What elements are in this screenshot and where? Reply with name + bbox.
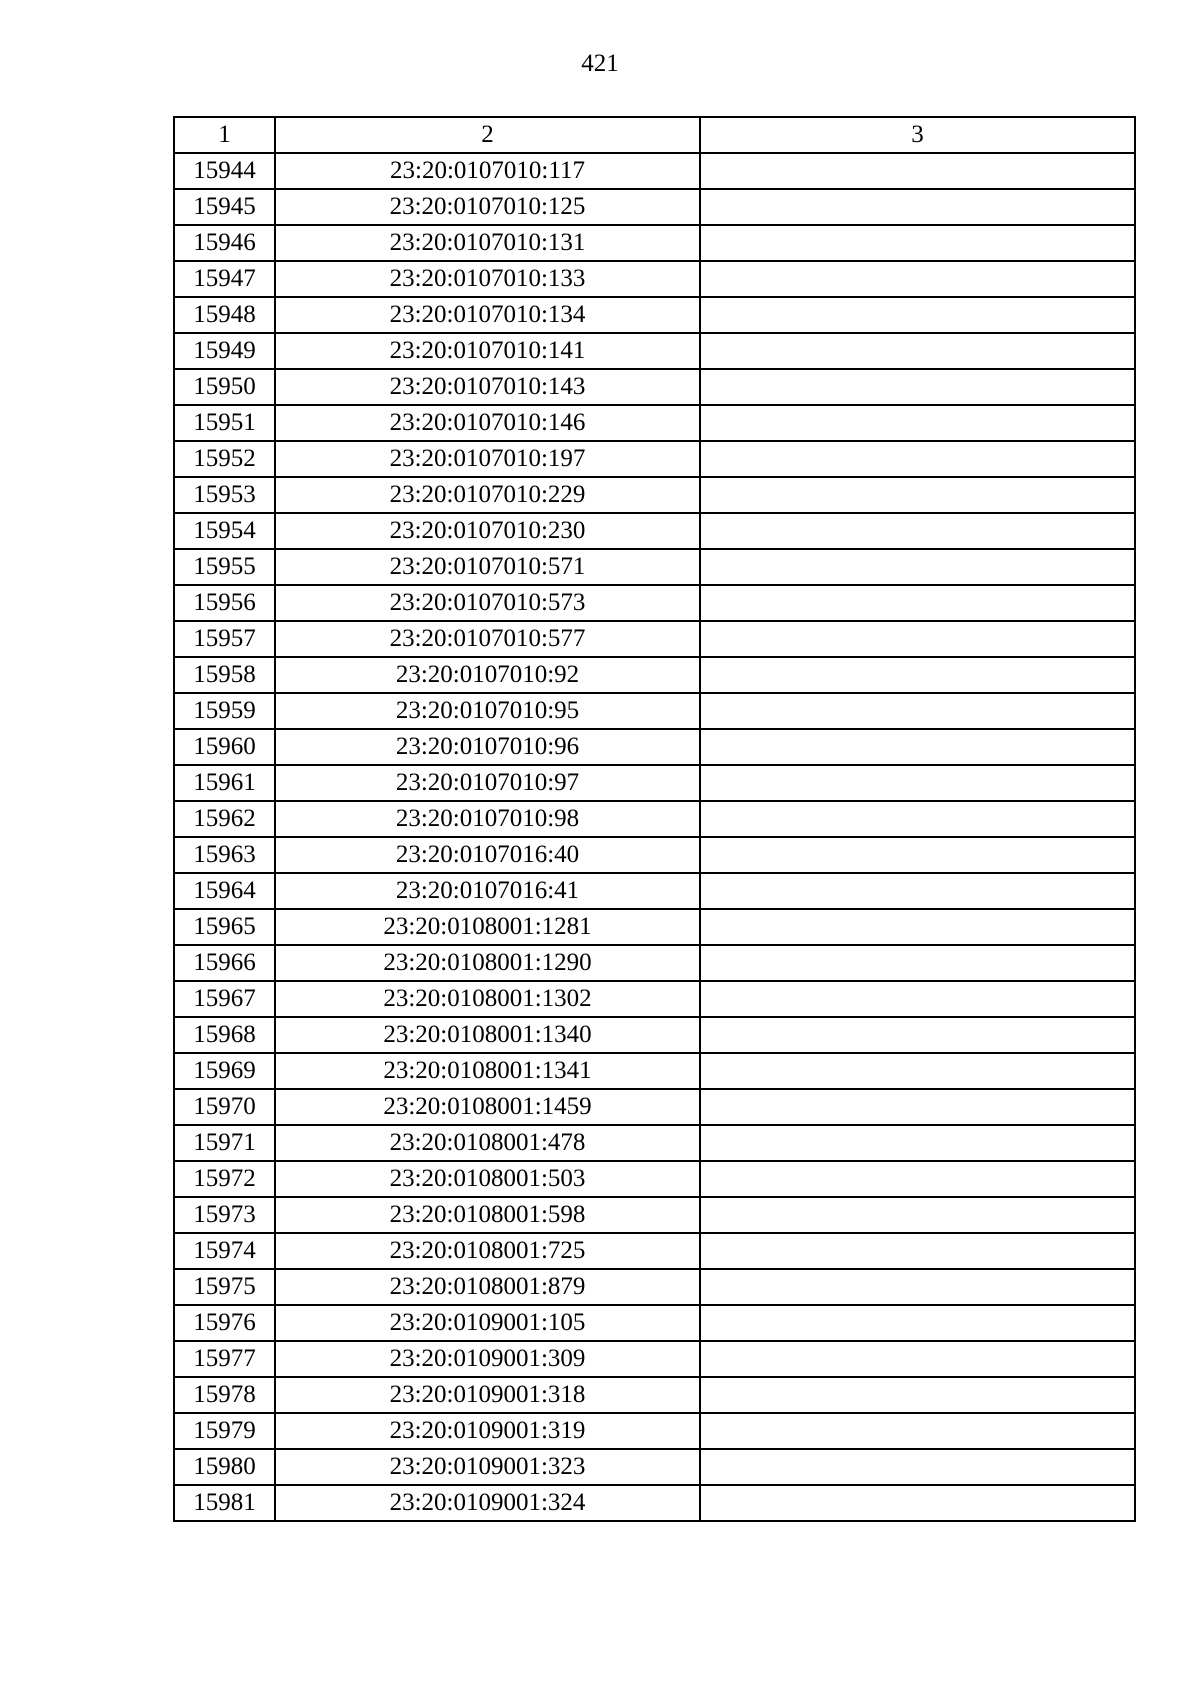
- notes-cell: [700, 765, 1135, 801]
- cadastral-number-cell: 23:20:0107010:230: [275, 513, 700, 549]
- notes-cell: [700, 657, 1135, 693]
- row-number-cell: 15979: [174, 1413, 275, 1449]
- notes-cell: [700, 945, 1135, 981]
- cadastral-number-cell: 23:20:0107010:97: [275, 765, 700, 801]
- row-number-cell: 15978: [174, 1377, 275, 1413]
- notes-cell: [700, 369, 1135, 405]
- table-row: [174, 873, 1135, 909]
- table-row: [174, 477, 1135, 513]
- row-number-cell: 15945: [174, 189, 275, 225]
- notes-cell: [700, 873, 1135, 909]
- row-number-cell: 15947: [174, 261, 275, 297]
- cadastral-number-cell: 23:20:0109001:319: [275, 1413, 700, 1449]
- row-number-cell: 15965: [174, 909, 275, 945]
- cadastral-number-cell: 23:20:0107010:197: [275, 441, 700, 477]
- cadastral-number-cell: 23:20:0107010:571: [275, 549, 700, 585]
- table-row: [174, 189, 1135, 225]
- cadastral-number-cell: 23:20:0109001:309: [275, 1341, 700, 1377]
- notes-cell: [700, 405, 1135, 441]
- notes-cell: [700, 1017, 1135, 1053]
- row-number-cell: 15944: [174, 153, 275, 189]
- table-row: [174, 729, 1135, 765]
- row-number-cell: 15980: [174, 1449, 275, 1485]
- cadastral-number-cell: 23:20:0108001:478: [275, 1125, 700, 1161]
- notes-cell: [700, 153, 1135, 189]
- table-row: [174, 1233, 1135, 1269]
- table-row: [174, 1413, 1135, 1449]
- cadastral-number-cell: 23:20:0107010:125: [275, 189, 700, 225]
- notes-cell: [700, 333, 1135, 369]
- cadastral-number-cell: 23:20:0107010:573: [275, 585, 700, 621]
- table-row: [174, 657, 1135, 693]
- cadastral-number-cell: 23:20:0108001:1340: [275, 1017, 700, 1053]
- notes-cell: [700, 1125, 1135, 1161]
- table-row: [174, 153, 1135, 189]
- table-header-row: [174, 117, 1135, 153]
- cadastral-number-cell: 23:20:0108001:1459: [275, 1089, 700, 1125]
- row-number-cell: 15968: [174, 1017, 275, 1053]
- notes-cell: [700, 1269, 1135, 1305]
- header-cell-col-3: 3: [700, 117, 1135, 153]
- notes-cell: [700, 1233, 1135, 1269]
- row-number-cell: 15951: [174, 405, 275, 441]
- table-row: [174, 693, 1135, 729]
- row-number-cell: 15952: [174, 441, 275, 477]
- notes-cell: [700, 1053, 1135, 1089]
- cadastral-number-cell: 23:20:0107010:143: [275, 369, 700, 405]
- row-number-cell: 15971: [174, 1125, 275, 1161]
- table-row: [174, 837, 1135, 873]
- cadastral-number-cell: 23:20:0107010:95: [275, 693, 700, 729]
- cadastral-number-cell: 23:20:0108001:1341: [275, 1053, 700, 1089]
- notes-cell: [700, 837, 1135, 873]
- cadastral-number-cell: 23:20:0107010:141: [275, 333, 700, 369]
- notes-cell: [700, 1305, 1135, 1341]
- table-row: [174, 585, 1135, 621]
- row-number-cell: 15974: [174, 1233, 275, 1269]
- row-number-cell: 15963: [174, 837, 275, 873]
- notes-cell: [700, 693, 1135, 729]
- table-row: [174, 1161, 1135, 1197]
- cadastral-number-cell: 23:20:0107010:131: [275, 225, 700, 261]
- registry-table: [173, 116, 1136, 1522]
- row-number-cell: 15962: [174, 801, 275, 837]
- cadastral-number-cell: 23:20:0109001:105: [275, 1305, 700, 1341]
- table-row: [174, 513, 1135, 549]
- row-number-cell: 15948: [174, 297, 275, 333]
- table-body: [174, 153, 1135, 1521]
- notes-cell: [700, 1161, 1135, 1197]
- cadastral-number-cell: 23:20:0107010:96: [275, 729, 700, 765]
- notes-cell: [700, 477, 1135, 513]
- header-cell-col-2: 2: [275, 117, 700, 153]
- cadastral-number-cell: 23:20:0108001:503: [275, 1161, 700, 1197]
- notes-cell: [700, 513, 1135, 549]
- notes-cell: [700, 585, 1135, 621]
- table-row: [174, 1125, 1135, 1161]
- table-row: [174, 1485, 1135, 1521]
- table-row: [174, 1089, 1135, 1125]
- cadastral-number-cell: 23:20:0107010:92: [275, 657, 700, 693]
- table-row: [174, 369, 1135, 405]
- row-number-cell: 15946: [174, 225, 275, 261]
- table-row: [174, 1197, 1135, 1233]
- table-row: [174, 297, 1135, 333]
- notes-cell: [700, 1089, 1135, 1125]
- table-row: [174, 549, 1135, 585]
- cadastral-number-cell: 23:20:0107010:98: [275, 801, 700, 837]
- notes-cell: [700, 621, 1135, 657]
- row-number-cell: 15977: [174, 1341, 275, 1377]
- row-number-cell: 15976: [174, 1305, 275, 1341]
- cadastral-number-cell: 23:20:0109001:323: [275, 1449, 700, 1485]
- row-number-cell: 15953: [174, 477, 275, 513]
- notes-cell: [700, 729, 1135, 765]
- table-row: [174, 225, 1135, 261]
- table-row: [174, 441, 1135, 477]
- table-row: [174, 765, 1135, 801]
- table-row: [174, 1377, 1135, 1413]
- cadastral-number-cell: 23:20:0107010:134: [275, 297, 700, 333]
- table-row: [174, 801, 1135, 837]
- notes-cell: [700, 1341, 1135, 1377]
- notes-cell: [700, 1377, 1135, 1413]
- cadastral-number-cell: 23:20:0108001:879: [275, 1269, 700, 1305]
- row-number-cell: 15970: [174, 1089, 275, 1125]
- notes-cell: [700, 261, 1135, 297]
- cadastral-number-cell: 23:20:0107010:117: [275, 153, 700, 189]
- table-row: [174, 621, 1135, 657]
- notes-cell: [700, 549, 1135, 585]
- cadastral-number-cell: 23:20:0107010:577: [275, 621, 700, 657]
- row-number-cell: 15956: [174, 585, 275, 621]
- table-header: [174, 117, 1135, 153]
- cadastral-number-cell: 23:20:0107010:146: [275, 405, 700, 441]
- table-row: [174, 909, 1135, 945]
- header-cell-col-1: 1: [174, 117, 275, 153]
- table-row: [174, 1305, 1135, 1341]
- row-number-cell: 15959: [174, 693, 275, 729]
- cadastral-number-cell: 23:20:0107016:40: [275, 837, 700, 873]
- notes-cell: [700, 189, 1135, 225]
- row-number-cell: 15967: [174, 981, 275, 1017]
- notes-cell: [700, 1197, 1135, 1233]
- row-number-cell: 15969: [174, 1053, 275, 1089]
- table-row: [174, 405, 1135, 441]
- table-row: [174, 1269, 1135, 1305]
- row-number-cell: 15950: [174, 369, 275, 405]
- notes-cell: [700, 981, 1135, 1017]
- cadastral-number-cell: 23:20:0108001:1302: [275, 981, 700, 1017]
- cadastral-number-cell: 23:20:0108001:598: [275, 1197, 700, 1233]
- cadastral-number-cell: 23:20:0108001:1281: [275, 909, 700, 945]
- row-number-cell: 15961: [174, 765, 275, 801]
- notes-cell: [700, 441, 1135, 477]
- row-number-cell: 15981: [174, 1485, 275, 1521]
- cadastral-number-cell: 23:20:0109001:318: [275, 1377, 700, 1413]
- row-number-cell: 15973: [174, 1197, 275, 1233]
- row-number-cell: 15972: [174, 1161, 275, 1197]
- row-number-cell: 15958: [174, 657, 275, 693]
- cadastral-number-cell: 23:20:0109001:324: [275, 1485, 700, 1521]
- row-number-cell: 15957: [174, 621, 275, 657]
- notes-cell: [700, 1413, 1135, 1449]
- cadastral-number-cell: 23:20:0108001:725: [275, 1233, 700, 1269]
- notes-cell: [700, 225, 1135, 261]
- table-row: [174, 333, 1135, 369]
- notes-cell: [700, 1485, 1135, 1521]
- cadastral-number-cell: 23:20:0108001:1290: [275, 945, 700, 981]
- row-number-cell: 15954: [174, 513, 275, 549]
- table-row: [174, 945, 1135, 981]
- table-row: [174, 981, 1135, 1017]
- cadastral-number-cell: 23:20:0107016:41: [275, 873, 700, 909]
- row-number-cell: 15949: [174, 333, 275, 369]
- notes-cell: [700, 297, 1135, 333]
- cadastral-number-cell: 23:20:0107010:229: [275, 477, 700, 513]
- table-row: [174, 1449, 1135, 1485]
- notes-cell: [700, 909, 1135, 945]
- row-number-cell: 15960: [174, 729, 275, 765]
- table-row: [174, 1053, 1135, 1089]
- table-row: [174, 261, 1135, 297]
- row-number-cell: 15966: [174, 945, 275, 981]
- row-number-cell: 15964: [174, 873, 275, 909]
- row-number-cell: 15955: [174, 549, 275, 585]
- notes-cell: [700, 801, 1135, 837]
- page-number: 421: [581, 50, 619, 77]
- table-row: [174, 1341, 1135, 1377]
- table-row: [174, 1017, 1135, 1053]
- notes-cell: [700, 1449, 1135, 1485]
- cadastral-number-cell: 23:20:0107010:133: [275, 261, 700, 297]
- row-number-cell: 15975: [174, 1269, 275, 1305]
